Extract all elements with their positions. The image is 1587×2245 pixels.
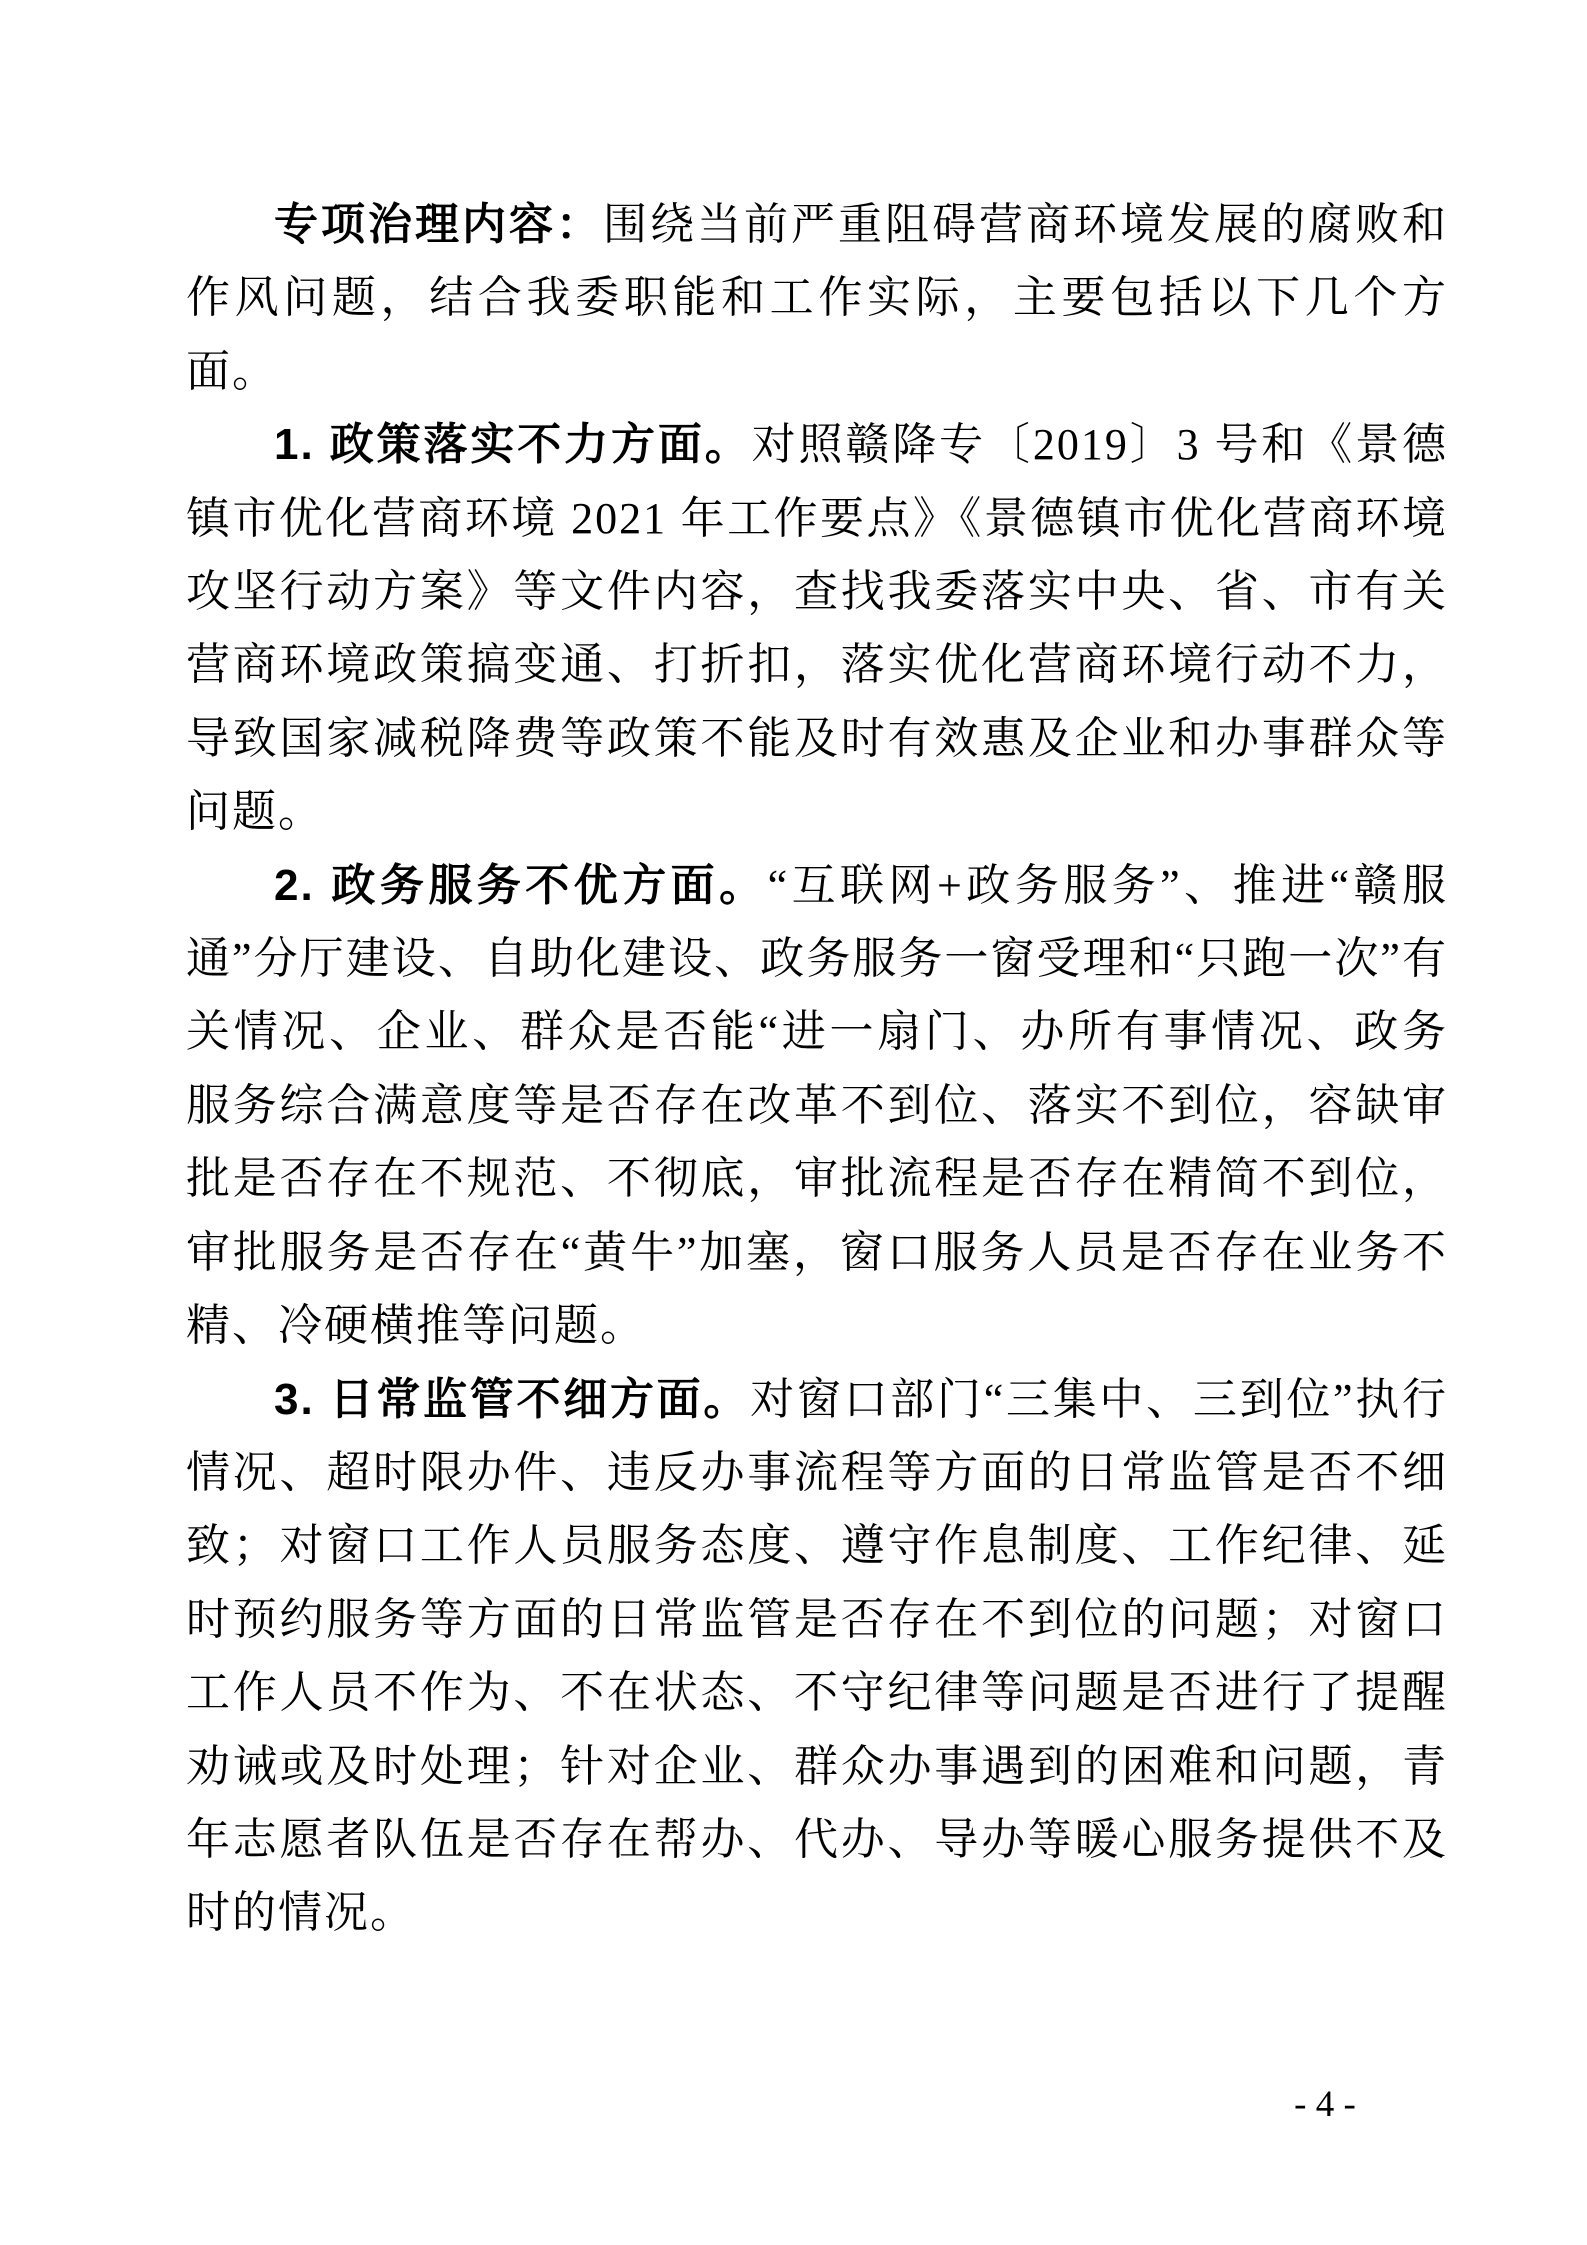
paragraph-item-3-text: 对窗口部门“三集中、三到位”执行情况、超时限办件、违反办事流程等方面的日常监管是否不细致；对窗口工作人员服务态度、遵守作息制度、工作纪律、延时预约服务等方面的日常监管是否存在不到位的问题；对窗口工作人员不作为、不在状态、不守纪律等问题是否进行了提醒劝诫或及时处理；针对企业、群众办事遇到的困难和问题，青年志愿者队伍是否存在帮办、代办、导办等暖心服务提供不及时的情况。: [186, 1374, 1449, 1938]
paragraph-item-1-text: 对照赣降专〔2019〕3 号和《景德镇市优化营商环境 2021 年工作要点》《景德镇市优化营商环境攻坚行动方案》等文件内容，查找我委落实中央、省、市有关营商环境政策搞变通、打折扣，落实优化营商环境行动不力，导致国家减税降费等政策不能及时有效惠及企业和办事群众等问题。: [186, 420, 1449, 837]
paragraph-item-2: [186, 849, 1448, 1363]
paragraph-intro: [186, 188, 1448, 408]
paragraph-item-3: [186, 1363, 1448, 1950]
paragraph-intro-text: 围绕当前严重阻碍营商环境发展的腐败和作风问题，结合我委职能和工作实际，主要包括以下几个方面。: [186, 200, 1448, 396]
document-body: [186, 188, 1448, 1950]
page-number: - 4 -: [1294, 2084, 1356, 2125]
paragraph-intro-lead: 专项治理内容：: [274, 200, 603, 249]
paragraph-item-1-lead: 1. 政策落实不力方面。: [274, 420, 752, 470]
paragraph-item-3-lead: 3. 日常监管不细方面。: [274, 1374, 751, 1424]
paragraph-item-2-lead: 2. 政务服务不优方面。: [274, 860, 768, 910]
paragraph-item-2-text: “互联网+政务服务”、推进“赣服通”分厅建设、自助化建设、政务服务一窗受理和“只跑一次”有关情况、企业、群众是否能“进一扇门、办所有事情况、政务服务综合满意度等是否存在改革不到位、落实不到位，容缺审批是否存在不规范、不彻底，审批流程是否存在精简不到位，审批服务是否存在“黄牛”加塞，窗口服务人员是否存在业务不精、冷硬横推等问题。: [186, 860, 1448, 1351]
paragraph-item-1: [186, 408, 1448, 848]
